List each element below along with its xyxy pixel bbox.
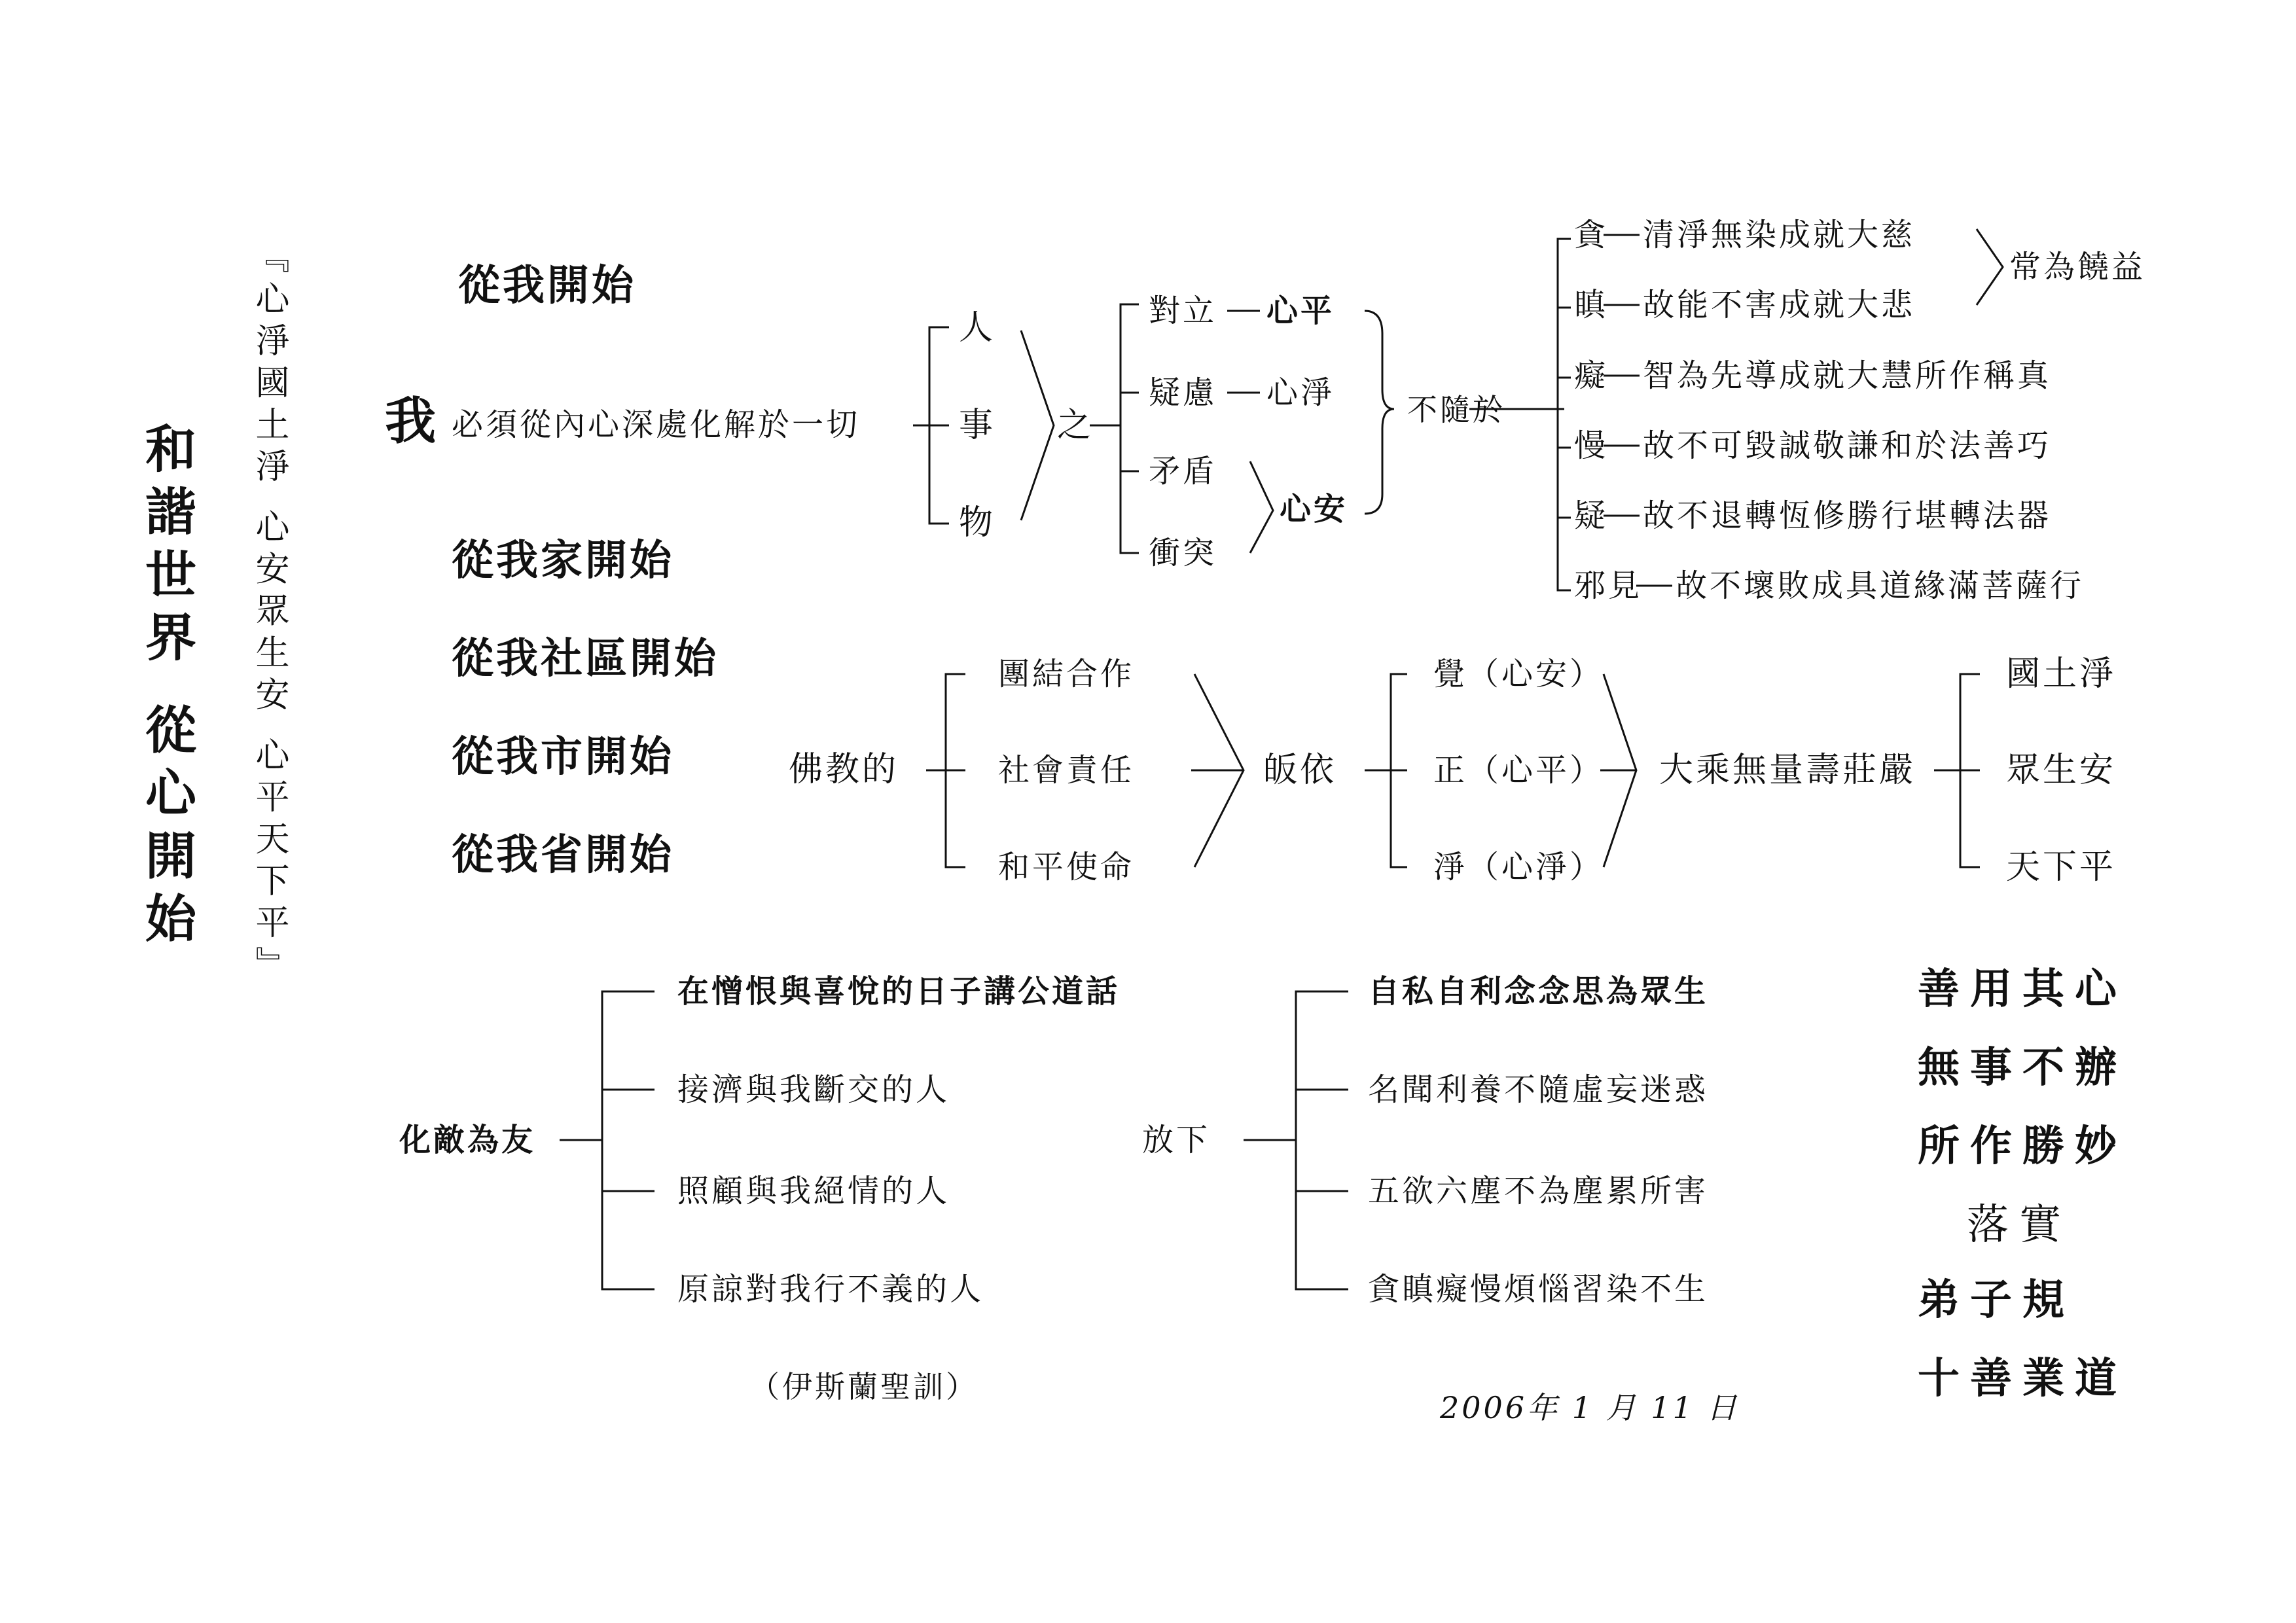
result-tianxia: 天下平 bbox=[2006, 847, 2117, 887]
enemy-source: （伊斯蘭聖訓） bbox=[749, 1369, 978, 1404]
expand-city: 從我市開始 bbox=[452, 732, 674, 781]
refuge-label: 皈依 bbox=[1263, 751, 1337, 790]
enemy-item-2: 接濟與我斷交的人 bbox=[677, 1071, 950, 1108]
node-shi: 事 bbox=[959, 406, 996, 445]
node-ren: 人 bbox=[959, 308, 996, 348]
poem-line-3: 所作勝妙 bbox=[1918, 1122, 2127, 1171]
result-xinping: 心平 bbox=[1266, 293, 1335, 329]
refuge-zheng: 正（心平） bbox=[1433, 752, 1604, 789]
poison-xiejian-text: 故不壞敗成具道緣滿菩薩行 bbox=[1676, 567, 2085, 604]
main-vertical-title: 和諧世界 從心開始 bbox=[137, 422, 196, 955]
side-vertical-slogan: 『心淨國土淨 心安眾生安 心平天下平』 bbox=[249, 239, 289, 989]
term-chongtu: 衝突 bbox=[1149, 535, 1217, 571]
result-xinan: 心安 bbox=[1280, 491, 1348, 527]
poison-man-key: 慢 bbox=[1574, 427, 1609, 464]
letgo-item-4: 貪瞋癡慢煩惱習染不生 bbox=[1368, 1271, 1709, 1308]
wo-char: 我 bbox=[385, 391, 439, 451]
node-wu: 物 bbox=[959, 503, 996, 543]
result-xinjing: 心淨 bbox=[1266, 374, 1335, 411]
poem-line-4: 落實 bbox=[1967, 1201, 2072, 1249]
poem-line-5: 弟子規 bbox=[1918, 1275, 2075, 1325]
poison-chen-text: 故能不害成就大悲 bbox=[1643, 287, 1916, 323]
date: 2006年 1 月 11 日 bbox=[1440, 1390, 1740, 1425]
term-duili: 對立 bbox=[1149, 293, 1217, 329]
poison-tan-key: 貪 bbox=[1574, 217, 1609, 253]
poison-yi-key: 疑 bbox=[1574, 497, 1609, 534]
rao-yi: 常為饒益 bbox=[2009, 249, 2146, 285]
poem-line-6: 十善業道 bbox=[1918, 1354, 2127, 1403]
poison-man-text: 故不可毀誠敬謙和於法善巧 bbox=[1643, 427, 2052, 464]
poison-chi-text: 智為先導成就大慧所作稱真 bbox=[1643, 357, 2052, 394]
poison-chen-key: 瞋 bbox=[1574, 287, 1609, 323]
buddhist-label: 佛教的 bbox=[789, 750, 899, 789]
letgo-item-1: 自私自利念念思為眾生 bbox=[1368, 973, 1709, 1010]
enemy-item-3: 照顧與我絕情的人 bbox=[677, 1173, 950, 1209]
enemy-item-4: 原諒對我行不義的人 bbox=[677, 1271, 984, 1308]
expand-home: 從我家開始 bbox=[452, 536, 674, 585]
result-zhongsheng: 眾生安 bbox=[2006, 751, 2117, 790]
poison-xiejian-key: 邪見 bbox=[1574, 567, 1643, 604]
heading-start: 從我開始 bbox=[458, 261, 636, 310]
poem-line-1: 善用其心 bbox=[1918, 965, 2127, 1014]
letgo-item-3: 五欲六塵不為塵累所害 bbox=[1368, 1173, 1709, 1209]
refuge-jue: 覺（心安） bbox=[1433, 656, 1604, 692]
enemy-label: 化敵為友 bbox=[399, 1122, 536, 1158]
poem-line-2: 無事不辦 bbox=[1918, 1043, 2127, 1092]
mahayana-label: 大乘無量壽莊嚴 bbox=[1659, 751, 1916, 790]
bu-sui-yu: 不隨於 bbox=[1407, 392, 1505, 427]
refuge-jing: 淨（心淨） bbox=[1433, 849, 1604, 885]
expand-province: 從我省開始 bbox=[452, 830, 674, 880]
expand-community: 從我社區開始 bbox=[452, 634, 719, 683]
letgo-item-2: 名聞利養不隨虛妄迷惑 bbox=[1368, 1071, 1709, 1108]
buddhist-item-peace: 和平使命 bbox=[998, 849, 1135, 885]
node-zhi: 之 bbox=[1057, 406, 1094, 445]
poison-yi-text: 故不退轉恆修勝行堪轉法器 bbox=[1643, 497, 2052, 534]
root-statement: 必須從內心深處化解於一切 bbox=[452, 406, 861, 443]
poison-tan-text: 清淨無染成就大慈 bbox=[1643, 217, 1916, 253]
buddhist-item-unity: 團結合作 bbox=[998, 656, 1135, 692]
letgo-label: 放下 bbox=[1142, 1122, 1211, 1158]
term-maodun: 矛盾 bbox=[1149, 453, 1217, 490]
term-yilv: 疑慮 bbox=[1149, 374, 1217, 411]
poison-chi-key: 癡 bbox=[1574, 357, 1609, 394]
enemy-item-1: 在憎恨與喜悅的日子講公道話 bbox=[677, 973, 1121, 1010]
result-guotu: 國土淨 bbox=[2006, 654, 2117, 694]
buddhist-item-responsibility: 社會責任 bbox=[998, 752, 1135, 789]
